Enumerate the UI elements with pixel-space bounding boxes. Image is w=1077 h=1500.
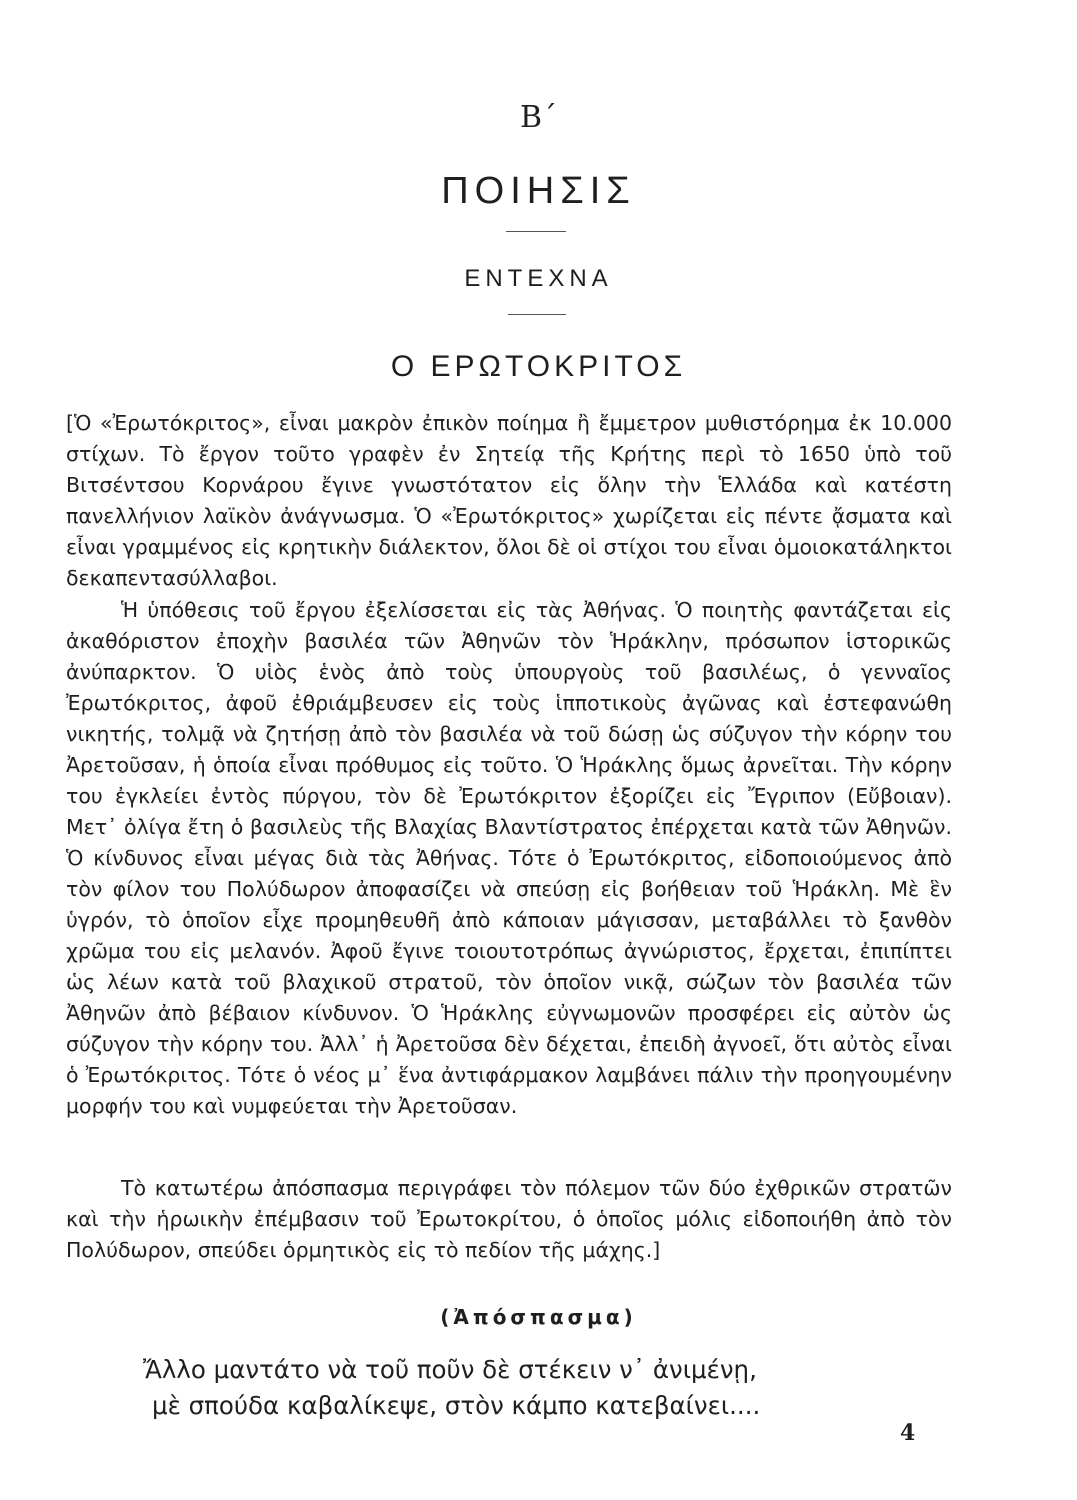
paragraph-text: Ἡ ὑπόθεσις τοῦ ἔργου ἐξελίσσεται εἰς τὰς Ἀθήνας. Ὁ ποιητὴς φαντάζεται εἰς ἀκαθόριστον ἐποχὴν βασιλέα τῶν Ἀθηνῶν τὸν Ἡράκλην, πρόσωπον ἱστορικῶς ἀνύπαρκτον. Ὁ υἱὸς ἑνὸς ἀπὸ τοὺς ὑπουργοὺς τοῦ βασιλέως, ὁ γενναῖος Ἐρωτόκριτος, ἀφοῦ ἐθριάμβευσεν εἰς τοὺς ἱπποτικοὺς ἀγῶνας καὶ ἐστεφανώθη νικητής, τολμᾷ νὰ ζητήσῃ ἀπὸ τὸν βασιλέα νὰ τοῦ δώσῃ ὡς σύζυγον τὴν κόρην του Ἀρετοῦσαν, ἡ ὁποία εἶναι πρόθυμος εἰς τοῦτο. Ὁ Ἡράκλης ὅμως ἀρνεῖται. Τὴν κόρην του ἐγκλείει ἐντὸς πύργου, τὸν δὲ Ἐρωτόκριτον ἐξορίζει εἰς Ἔγριπον (Εὔβοιαν). Μετ᾽ ὀλίγα ἔτη ὁ βασιλεὺς τῆς Βλαχίας Βλαντίστρατος ἐπέρχεται κατὰ τῶν Ἀθηνῶν. Ὁ κίνδυνος εἶναι μέγας διὰ τὰς Ἀθήνας. Τότε ὁ Ἐρωτόκριτος, εἰδοποιούμενος ἀπὸ τὸν φίλον του Πολύδωρον ἀποφασίζει νὰ σπεύσῃ εἰς βοήθειαν τοῦ Ἡράκλη. Μὲ ἓν ὑγρόν, τὸ ὁποῖον εἶχε προμηθευθῆ ἀπὸ κάποιαν μάγισσαν, μεταβάλλει τὸ ξανθὸν χρῶμα του εἰς μελανόν. Ἀφοῦ ἔγινε τοιουτοτρόπως ἀγνώριστος, ἔρχεται, ἐπιπίπτει ὡς λέων κατὰ τοῦ βλαχικοῦ στρατοῦ, τὸν ὁποῖον νικᾷ, σώζων τὸν βασιλέα τῶν Ἀθηνῶν ἀπὸ βέβαιον κίνδυνον. Ὁ Ἡράκλης εὐγνωμονῶν προσφέρει εἰς αὐτὸν ὡς σύζυγον τὴν κόρην του. Ἀλλ᾽ ἡ Ἀρετοῦσα δὲν δέχεται, ἐπειδὴ ἀγνοεῖ, ὅτι αὐτὸς εἶναι ὁ Ἐρωτόκριτος. Τότε ὁ νέος μ᾽ ἕνα ἀντιφάρμακον λαμβάνει πάλιν τὴν προηγουμένην μορφήν του καὶ νυμφεύεται τὴν Ἀρετοῦσαν. (66, 598, 952, 1118)
plot-paragraph (66, 595, 952, 1122)
section-number: Β΄ (519, 100, 558, 135)
paragraph-text: Τὸ κατωτέρω ἀπόσπασμα περιγράφει τὸν πόλεμον τῶν δύο ἐχθρικῶν στρατῶν καὶ τὴν ἡρωικὴν ἐπέμβασιν τοῦ Ἐρωτοκρίτου, ὁ ὁποῖος μόλις εἰδοποιήθη ἀπὸ τὸν Πολύδωρον, σπεύδει ὁρμητικὸς εἰς τὸ πεδίον τῆς μάχης.] (66, 1176, 952, 1262)
verse-line: Ἄλλο μαντάτο νὰ τοῦ ποῦν δὲ στέκειν ν᾽ ἀνιμένῃ, (143, 1355, 757, 1384)
title-divider (506, 231, 566, 232)
section-subtitle: ΕΝΤΕΧΝΑ (464, 265, 613, 292)
verse-line: μὲ σπούδα καβαλίκεψε, στὸν κάμπο κατεβαίνει.... (152, 1391, 761, 1420)
poem-title: Ο ΕΡΩΤΟΚΡΙΤΟΣ (390, 350, 687, 383)
page-number: 4 (900, 1420, 916, 1446)
intro-paragraph (66, 408, 952, 594)
subtitle-divider (508, 314, 566, 315)
excerpt-intro-paragraph (66, 1173, 952, 1266)
page-title: ΠΟΙΗΣΙΣ (441, 170, 636, 212)
paragraph-text: [Ὁ «Ἐρωτόκριτος», εἶναι μακρὸν ἐπικὸν ποίημα ἢ ἔμμετρον μυθιστόρημα ἐκ 10.000 στίχων. Τὸ ἔργον τοῦτο γραφὲν ἐν Σητείᾳ τῆς Κρήτης περὶ τὸ 1650 ὑπὸ τοῦ Βιτσέντσου Κορνάρου ἔγινε γνωστότατον εἰς ὅλην τὴν Ἑλλάδα καὶ κατέστη πανελλήνιον λαϊκὸν ἀνάγνωσμα. Ὁ «Ἐρωτόκριτος» χωρίζεται εἰς πέντε ᾄσματα καὶ εἶναι γραμμένος εἰς κρητικὴν διάλεκτον, ὅλοι δὲ οἱ στίχοι του εἶναι ὁμοιοκατάληκτοι δεκαπεντασύλλαβοι. (66, 411, 952, 590)
fragment-heading: (Ἀπόσπασμα) (440, 1305, 637, 1329)
